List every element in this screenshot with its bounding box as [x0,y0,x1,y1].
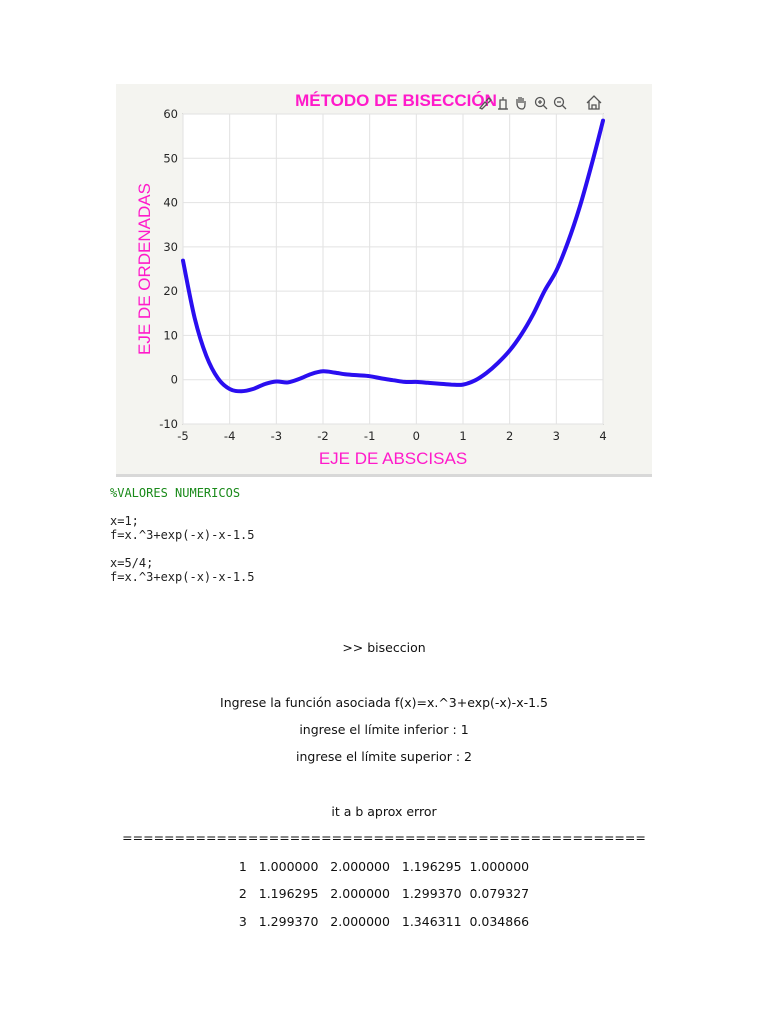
table-row: 1 1.000000 2.000000 1.196295 1.000000 [238,859,530,874]
code-line: x=1; [110,514,139,528]
y-tick-label: 60 [163,107,178,121]
prompt-function: Ingrese la función asociada f(x)=x.^3+exp(-x)-x-1.5 [220,695,548,710]
table-row: 3 1.299370 2.000000 1.346311 0.034866 [238,914,530,929]
table-header: it a b aprox error [331,804,437,819]
matlab-figure [116,84,652,477]
code-line: x=5/4; [110,556,154,570]
x-tick-label: -4 [223,429,236,443]
bisection-plot [116,84,652,474]
x-tick-label: 4 [599,429,607,443]
y-tick-label: 0 [170,372,178,387]
figure-toolbar[interactable] [480,96,601,109]
code-line: f=x.^3+exp(-x)-x-1.5 [110,528,255,542]
x-tick-label: -5 [177,429,189,443]
prompt-upper-limit: ingrese el límite superior : 2 [296,749,472,764]
x-tick-label: -1 [363,429,376,443]
data-tip-icon[interactable] [498,97,508,109]
y-tick-label: 20 [163,284,178,299]
y-tick-label: 10 [163,328,178,343]
y-tick-label: -10 [159,417,178,431]
x-tick-label: -2 [317,429,329,443]
code-line: f=x.^3+exp(-x)-x-1.5 [110,570,255,584]
x-axis-label: EJE DE ABSCISAS [318,449,468,468]
chart-title: MÉTODO DE BISECCIÓN [295,91,497,110]
home-icon[interactable] [587,96,601,109]
x-tick-label: 0 [412,429,420,443]
y-tick-label: 30 [163,239,178,254]
y-tick-label: 40 [163,195,178,210]
table-row: 2 1.196295 2.000000 1.299370 0.079327 [238,886,530,901]
y-tick-label: 50 [163,151,178,166]
x-tick-label: 2 [506,429,514,443]
code-comment: %VALORES NUMERICOS [110,486,241,500]
zoom-in-icon[interactable] [536,98,548,110]
y-axis-label: EJE DE ORDENADAS [135,183,154,355]
zoom-out-icon[interactable] [555,98,567,110]
prompt-lower-limit: ingrese el límite inferior : 1 [299,722,469,737]
x-tick-label: 3 [552,429,560,443]
x-tick-label: -3 [270,429,283,443]
console-command: >> biseccion [342,640,426,655]
table-separator: ================================================== [122,830,646,845]
x-tick-label: 1 [459,429,467,443]
plot-area [183,114,603,424]
pan-icon[interactable] [517,97,525,109]
